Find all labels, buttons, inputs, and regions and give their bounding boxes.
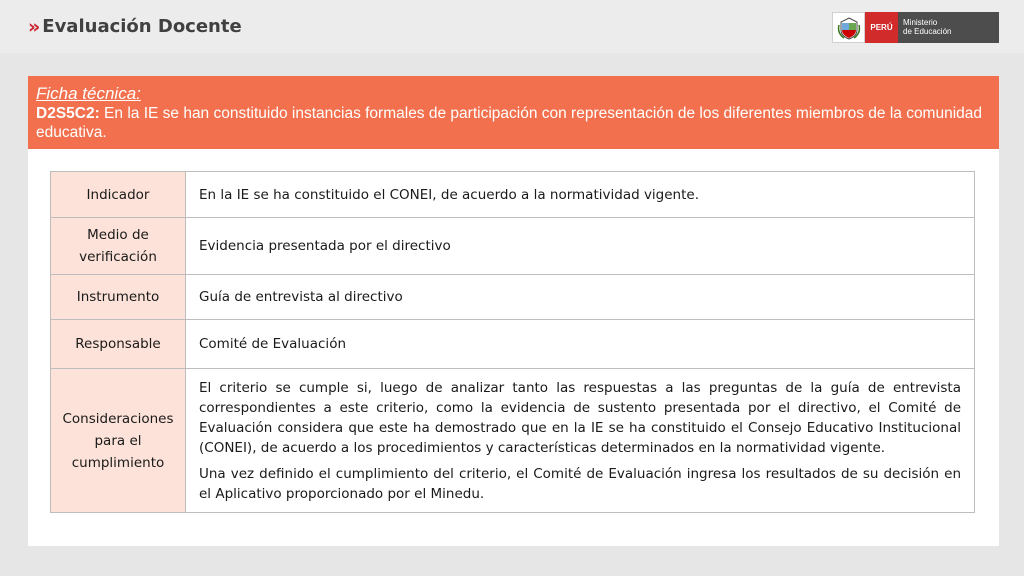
peru-label: PERÚ <box>865 12 898 43</box>
row-label: Consideraciones para el cumplimiento <box>51 369 186 513</box>
ficha-table <box>50 171 975 513</box>
row-value <box>186 369 975 513</box>
criterion-description <box>36 104 991 142</box>
brand-chevron-icon: » <box>28 15 37 38</box>
criterion-code: D2S5C2: <box>36 105 100 122</box>
row-value: En la IE se ha constituido el CONEI, de acuerdo a la normatividad vigente. <box>186 172 975 218</box>
criterion-text: En la IE se han constituido instancias formales de participación con representación de los diferentes miembros de la comunidad educativa. <box>36 105 983 141</box>
row-value: Evidencia presentada por el directivo <box>186 218 975 275</box>
table-row <box>51 320 975 369</box>
row-label: Instrumento <box>51 275 186 320</box>
ministry-logo <box>832 12 999 43</box>
brand-title: Evaluación Docente <box>42 16 242 37</box>
brand-logo <box>28 15 242 39</box>
table-row <box>51 218 975 275</box>
table-row <box>51 172 975 218</box>
consideration-paragraph-2: Una vez definido el cumplimiento del criterio, el Comité de Evaluación ingresa los resultados de su decisión en el Aplicativo proporcionado por el Minedu. <box>199 465 961 502</box>
row-label: Responsable <box>51 320 186 369</box>
top-bar <box>0 0 1024 53</box>
ministry-label <box>898 12 999 43</box>
ministry-line-1: Ministerio <box>903 18 938 27</box>
table-row <box>51 369 975 513</box>
row-value: Comité de Evaluación <box>186 320 975 369</box>
row-label: Indicador <box>51 172 186 218</box>
ficha-title: Ficha técnica: <box>36 84 141 103</box>
ministry-line-2: de Educación <box>903 27 952 36</box>
row-label: Medio de verificación <box>51 218 186 275</box>
consideration-paragraph-1: El criterio se cumple si, luego de analizar tanto las respuestas a las preguntas de la guía de entrevista correspondientes a este criterio, como la evidencia de sustento presentada por el directivo, el Comité de Evaluación considera que este ha demostrado que en la IE se ha constituido el Consejo Educativo Institucional (CONEI), de acuerdo a los procedimientos y características determinados en la normatividad vigente. <box>199 379 961 456</box>
header-band <box>28 76 999 149</box>
table-row <box>51 275 975 320</box>
row-value: Guía de entrevista al directivo <box>186 275 975 320</box>
slide-content <box>28 76 999 546</box>
coat-of-arms-icon <box>832 12 865 43</box>
